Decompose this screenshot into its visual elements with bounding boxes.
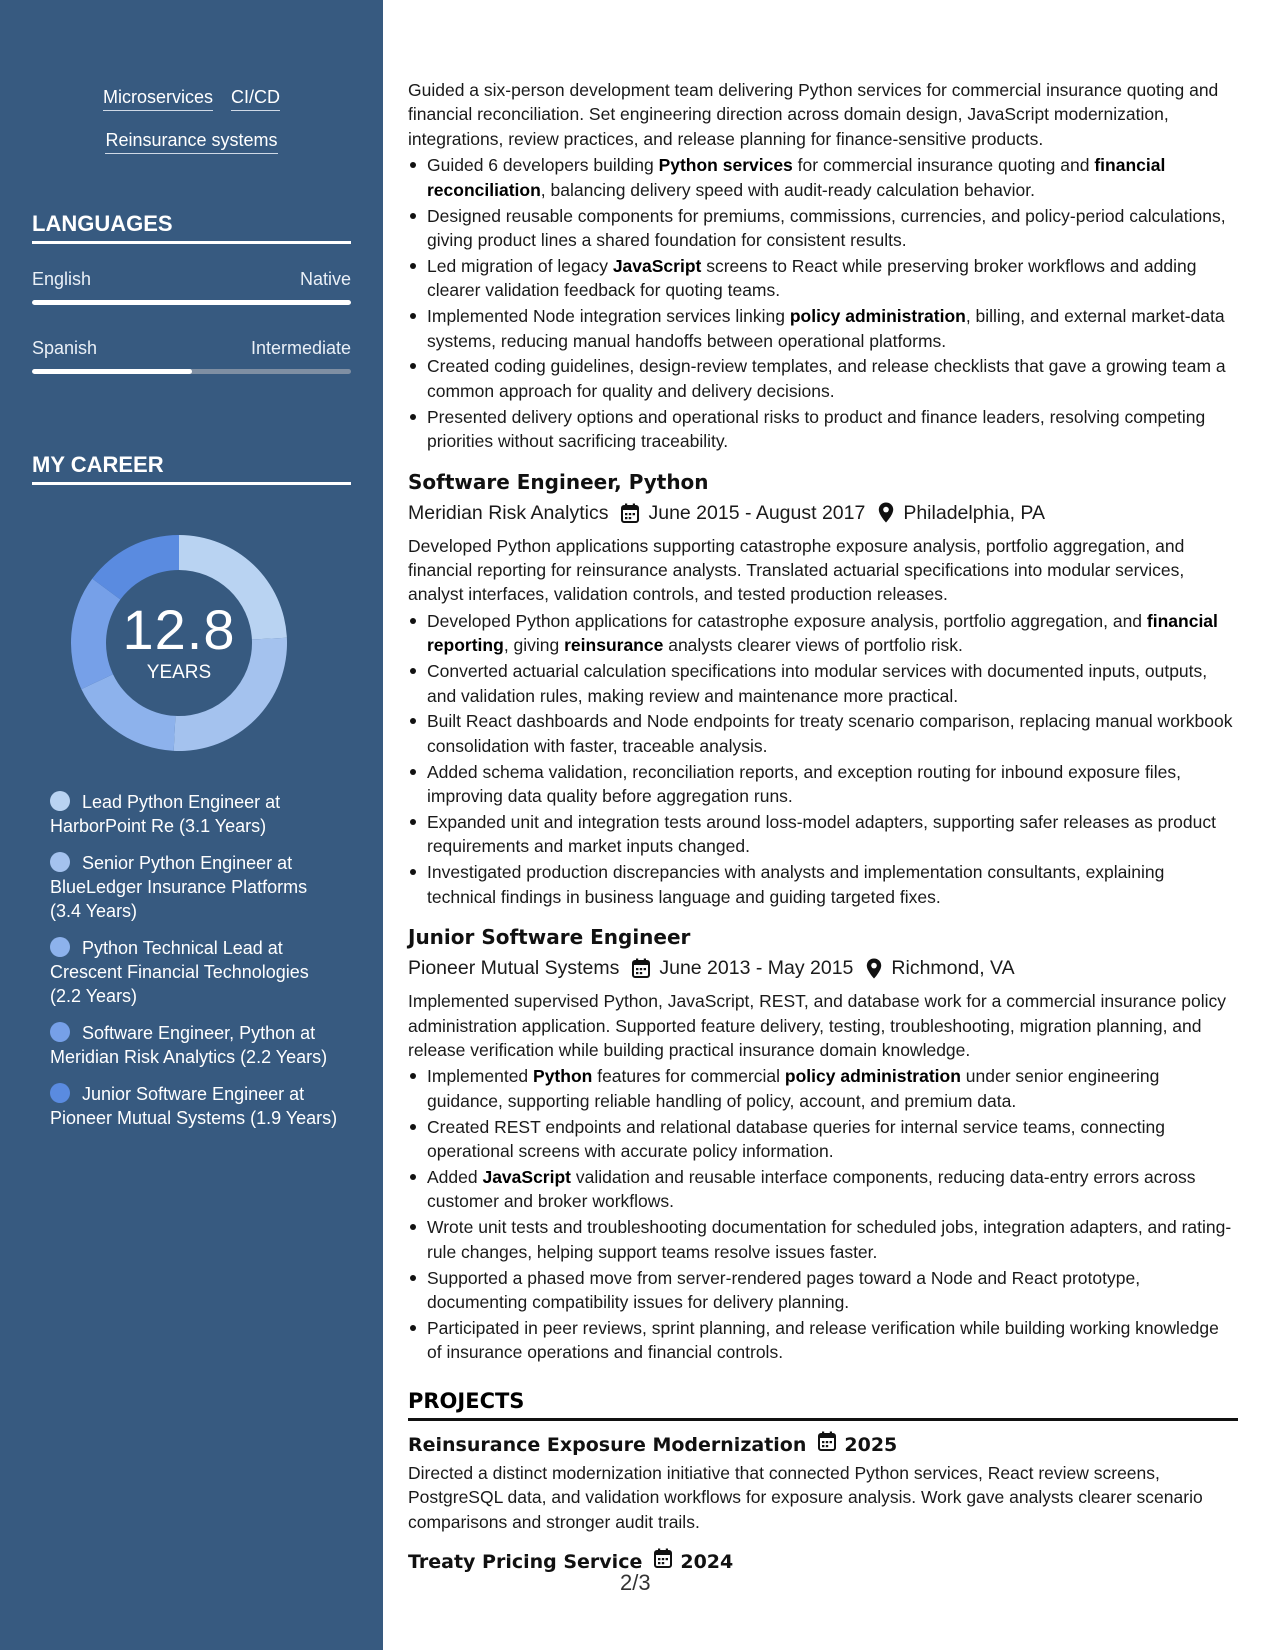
skills-tags [32,86,351,172]
project-year: 2024 [680,1551,734,1573]
legend-dot [50,937,70,957]
bullet-item: Created coding guidelines, design-review templates, and release checklists that gave a growing team a common approach for quality and delivery decisions. [408,354,1238,403]
career-legend-label: Lead Python Engineer at HarborPoint Re (3.1 Years) [50,792,281,836]
language-english [32,268,351,305]
sidebar [0,0,383,1650]
job-location: Philadelphia, PA [903,501,1045,524]
career-legend-item [50,790,340,838]
skill-row [32,86,351,111]
bullet-item: Created REST endpoints and relational database queries for internal service teams, connecting operational screens with accurate policy information. [408,1115,1238,1164]
bullet-item: Implemented Node integration services linking policy administration, billing, and external market-data systems, reducing manual handoffs between operational platforms. [408,304,1238,353]
job-summary: Guided a six-person development team delivering Python services for commercial insurance quoting and financial reconciliation. Set engineering direction across domain design, JavaScript modernization, integrations, review practices, and release planning for finance-sensitive products. [408,80,1219,149]
career-heading: MY CAREER [32,452,351,485]
career-legend-item [50,936,340,1008]
language-bar [32,369,351,374]
bullet-item: Built React dashboards and Node endpoints for treaty scenario comparison, replacing manual workbook consolidation with faster, traceable analysis. [408,709,1238,758]
skill-tag: Microservices [103,86,213,111]
project-description: Directed a distinct modernization initiative that connected Python services, React review screens, PostgreSQL data, and validation workflows for exposure analysis. Work gave analysts clearer scenario comparisons and stronger audit trails. [408,1462,1203,1532]
bullet-item: Presented delivery options and operational risks to product and finance leaders, resolving competing priorities without sacrificing traceability. [408,405,1238,454]
job-meta [408,498,1238,528]
bullet-item: Added JavaScript validation and reusable interface components, reducing data-entry errors across customer and broker workflows. [408,1165,1238,1214]
bullet-item: Wrote unit tests and troubleshooting documentation for scheduled jobs, integration adapters, and rating-rule changes, helping support teams resolve issues faster. [408,1215,1238,1264]
map-pin-icon [878,502,894,523]
job-location: Richmond, VA [891,957,1015,980]
job-entry-pioneer [408,923,1238,1365]
language-name: Spanish [32,338,98,358]
career-total-unit: YEARS [146,662,212,683]
job-summary: Developed Python applications supporting catastrophe exposure analysis, portfolio aggregation, and financial reporting for reinsurance analysts. Translated actuarial specifications into modular services, analyst interfaces, validation controls, and tested production releases. [408,535,1185,605]
bullet-item: Expanded unit and integration tests around loss-model adapters, supporting safer releases as product requirements and market inputs changed. [408,810,1238,859]
bullet-item: Participated in peer reviews, sprint planning, and release verification while building working knowledge of insurance operations and financial controls. [408,1316,1238,1365]
job-entry-meridian [408,468,1238,910]
language-bar [32,300,351,305]
career-legend-label: Senior Python Engineer at BlueLedger Insurance Platforms (3.4 Years) [50,853,308,921]
job-bullets [408,1064,1238,1364]
job-summary: Implemented supervised Python, JavaScript, REST, and database work for a commercial insurance policy administration application. Supported feature delivery, testing, troubleshooting, migration planning, and release verification while building practical insurance domain knowledge. [408,991,1227,1060]
page-number: 2/3 [620,1570,651,1595]
calendar-icon [654,1548,672,1576]
career-legend-item [50,1021,340,1069]
bullet-item: Guided 6 developers building Python services for commercial insurance quoting and financial reconciliation, balancing delivery speed with audit-ready calculation behavior. [408,153,1238,202]
bullet-item: Converted actuarial calculation specifications into modular services with documented inputs, outputs, and validation rules, making review and maintenance more practical. [408,659,1238,708]
bullet-item: Led migration of legacy JavaScript screens to React while preserving broker workflows and adding clearer validation feedback for quoting teams. [408,254,1238,303]
skill-row [32,129,351,154]
legend-dot [50,1083,70,1103]
job-dates: June 2013 - May 2015 [659,957,854,980]
project-year: 2025 [844,1433,898,1456]
map-pin-icon [866,958,882,979]
company-name: Pioneer Mutual Systems [408,957,620,980]
job-bullets [408,609,1238,909]
legend-dot [50,791,70,811]
project-name: Treaty Pricing Service [408,1551,643,1573]
bullet-item: Investigated production discrepancies with analysts and implementation consultants, explaining technical findings in business language and guiding targeted fixes. [408,860,1238,909]
bullet-item: Supported a phased move from server-rendered pages toward a Node and React prototype, documenting compatibility issues for delivery planning. [408,1266,1238,1315]
bullet-item: Implemented Python features for commercial policy administration under senior engineering guidance, supporting reliable handling of policy, account, and premium data. [408,1064,1238,1113]
career-donut-chart [66,530,292,756]
career-legend [50,790,340,1143]
calendar-icon [632,958,650,978]
career-legend-label: Junior Software Engineer at Pioneer Mutual Systems (1.9 Years) [50,1084,338,1128]
language-bar-fill [32,300,351,305]
skill-tag: Reinsurance systems [105,129,277,154]
career-legend-item [50,851,340,923]
career-total-years: 12.8 [122,598,236,661]
project-title [408,1548,1238,1576]
job-bullets [408,153,1238,453]
languages-heading: LANGUAGES [32,211,351,244]
projects-heading: PROJECTS [408,1387,1238,1421]
career-legend-label: Python Technical Lead at Crescent Financial Technologies (2.2 Years) [50,938,309,1006]
job-title: Software Engineer, Python [408,469,709,494]
donut-center [66,530,292,756]
calendar-icon [818,1431,836,1459]
legend-dot [50,852,70,872]
language-level: Intermediate [250,338,351,358]
language-bar-fill [32,369,192,374]
skill-tag: CI/CD [231,86,280,111]
projects-section [408,1387,1238,1576]
language-level: Native [299,269,351,289]
bullet-item: Added schema validation, reconciliation reports, and exception routing for inbound exposure files, improving data quality before aggregation runs. [408,760,1238,809]
bullet-item: Designed reusable components for premiums, commissions, currencies, and policy-period calculations, giving product lines a shared foundation for consistent results. [408,204,1238,253]
legend-dot [50,1022,70,1042]
main-content [408,78,1238,1576]
language-spanish [32,337,351,374]
job-entry-current [408,78,1238,454]
company-name: Meridian Risk Analytics [408,501,609,524]
career-legend-item [50,1082,340,1130]
bullet-item: Developed Python applications for catastrophe exposure analysis, portfolio aggregation, and financial reporting, giving reinsurance analysts clearer views of portfolio risk. [408,609,1238,658]
job-title: Junior Software Engineer [408,925,691,950]
language-name: English [32,269,92,289]
job-meta [408,953,1238,983]
job-dates: June 2015 - August 2017 [648,501,866,524]
calendar-icon [621,503,639,523]
project-name: Reinsurance Exposure Modernization [408,1433,807,1456]
career-legend-label: Software Engineer, Python at Meridian Risk Analytics (2.2 Years) [50,1023,328,1067]
project-title [408,1431,1238,1459]
